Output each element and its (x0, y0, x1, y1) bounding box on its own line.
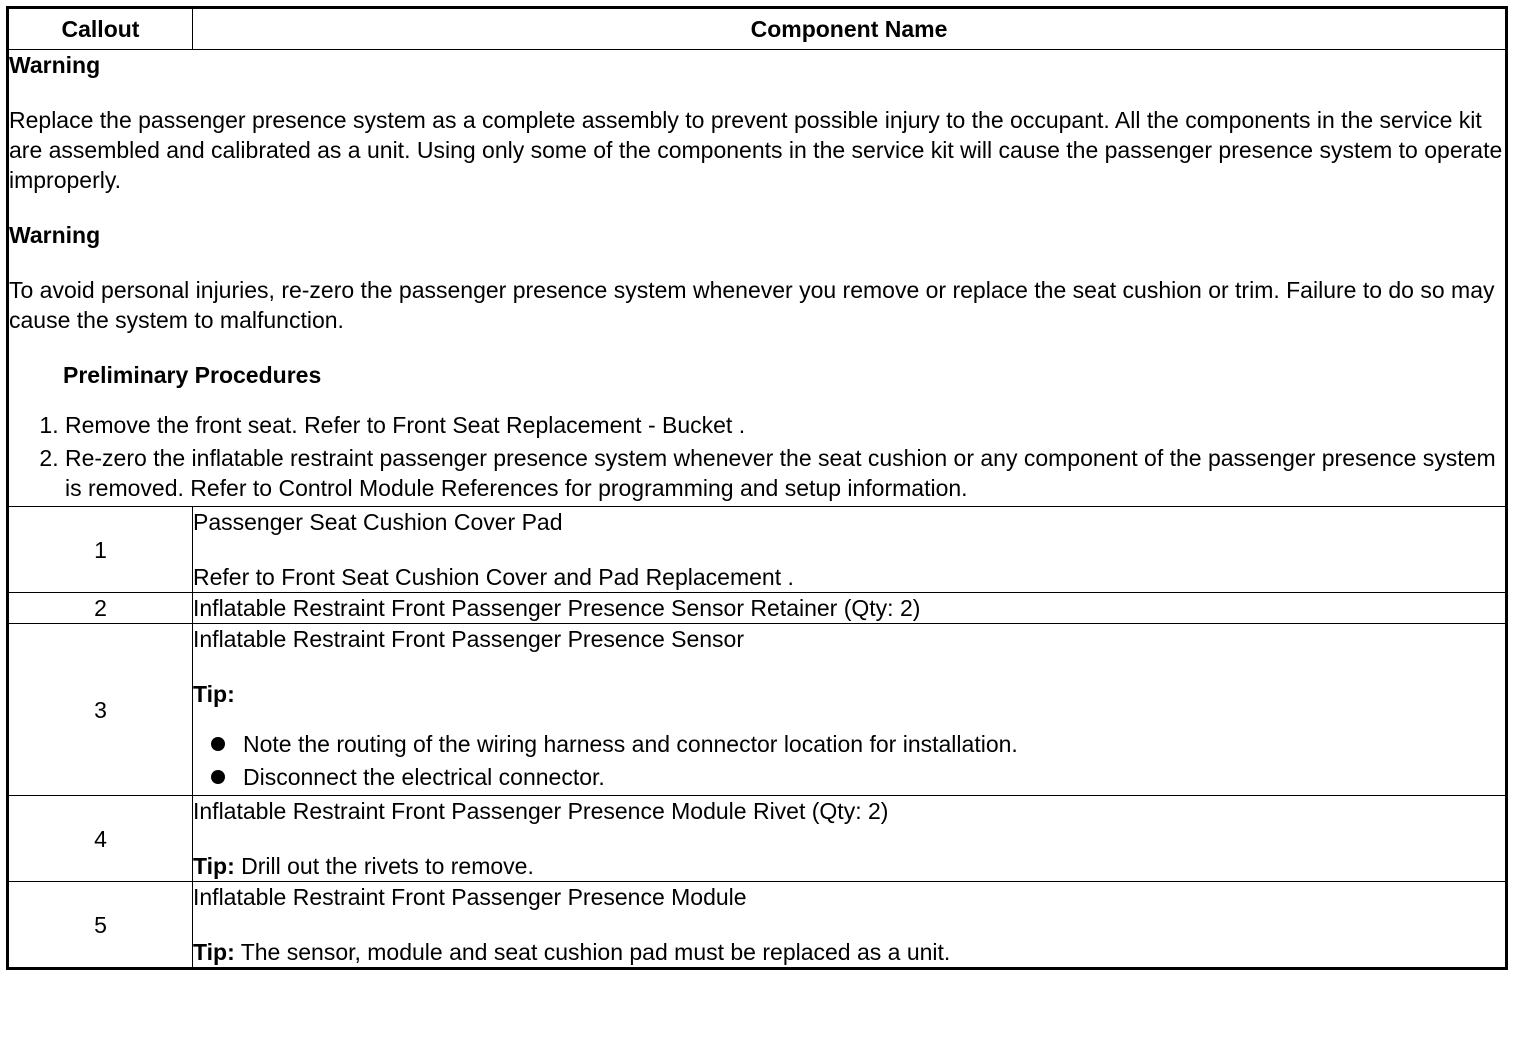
component-detail: Refer to Front Seat Cushion Cover and Pad Replacement . (193, 564, 794, 590)
component-name: Inflatable Restraint Front Passenger Presence Module Rivet (Qty: 2) (193, 798, 889, 824)
tip-label: Tip: (193, 939, 235, 965)
component-table (6, 6, 1508, 970)
preliminary-procedures-title: Preliminary Procedures (63, 362, 322, 388)
warning-text: To avoid personal injuries, re-zero the passenger presence system whenever you remove or replace the seat cushion or trim. Failure to do so may cause the system to malfunction. (9, 277, 1495, 333)
callout-number: 2 (8, 593, 193, 624)
warning-text: Replace the passenger presence system as a complete assembly to prevent possible injury to the occupant. All the components in the service kit are assembled and calibrated as a unit. Using only some of the components in the service kit will cause the passenger presence system to operate improperly. (9, 107, 1503, 193)
notes-cell (8, 50, 1507, 507)
procedure-step: 1. Remove the front seat. Refer to Front Seat Replacement - Bucket . (65, 410, 1505, 440)
callout-number: 1 (8, 507, 193, 593)
header-row (8, 8, 1507, 50)
component-cell (193, 624, 1507, 796)
tip-bullet-text: Disconnect the electrical connector. (243, 764, 605, 790)
tip-label: Tip: (193, 681, 235, 707)
component-name: Inflatable Restraint Front Passenger Presence Sensor (193, 626, 745, 652)
table-row (8, 796, 1507, 882)
tip-list (193, 729, 1505, 792)
component-cell (193, 796, 1507, 882)
tip-bullet-text: Note the routing of the wiring harness and connector location for installation. (243, 731, 1018, 757)
procedure-steps (9, 410, 1505, 503)
table-row (8, 882, 1507, 969)
bullet-icon (211, 737, 225, 751)
component-cell (193, 593, 1507, 624)
component-cell (193, 507, 1507, 593)
tip-text: The sensor, module and seat cushion pad must be replaced as a unit. (234, 939, 951, 965)
table-row (8, 507, 1507, 593)
table-row (8, 593, 1507, 624)
component-name: Passenger Seat Cushion Cover Pad (193, 509, 563, 535)
warning-title: Warning (9, 52, 101, 78)
callout-number: 5 (8, 882, 193, 969)
table-row (8, 624, 1507, 796)
tip-line (193, 851, 1505, 881)
tip-bullet-item (193, 729, 1505, 759)
tip-label: Tip: (193, 853, 235, 879)
callout-number: 3 (8, 624, 193, 796)
notes-row (8, 50, 1507, 507)
procedure-step: 2. Re-zero the inflatable restraint passenger presence system whenever the seat cushion or any component of the passenger presence system is removed. Refer to Control Module References for programming and setup information. (65, 443, 1505, 503)
component-cell (193, 882, 1507, 969)
tip-line (193, 937, 1505, 967)
callout-number: 4 (8, 796, 193, 882)
component-name: Inflatable Restraint Front Passenger Presence Module (193, 884, 747, 910)
warning-title: Warning (9, 222, 101, 248)
tip-bullet-item (193, 762, 1505, 792)
callout-header: Callout (8, 8, 193, 50)
bullet-icon (211, 770, 225, 784)
component-name-header: Component Name (193, 8, 1507, 50)
component-name: Inflatable Restraint Front Passenger Presence Sensor Retainer (Qty: 2) (193, 595, 921, 621)
tip-text: Drill out the rivets to remove. (234, 853, 534, 879)
